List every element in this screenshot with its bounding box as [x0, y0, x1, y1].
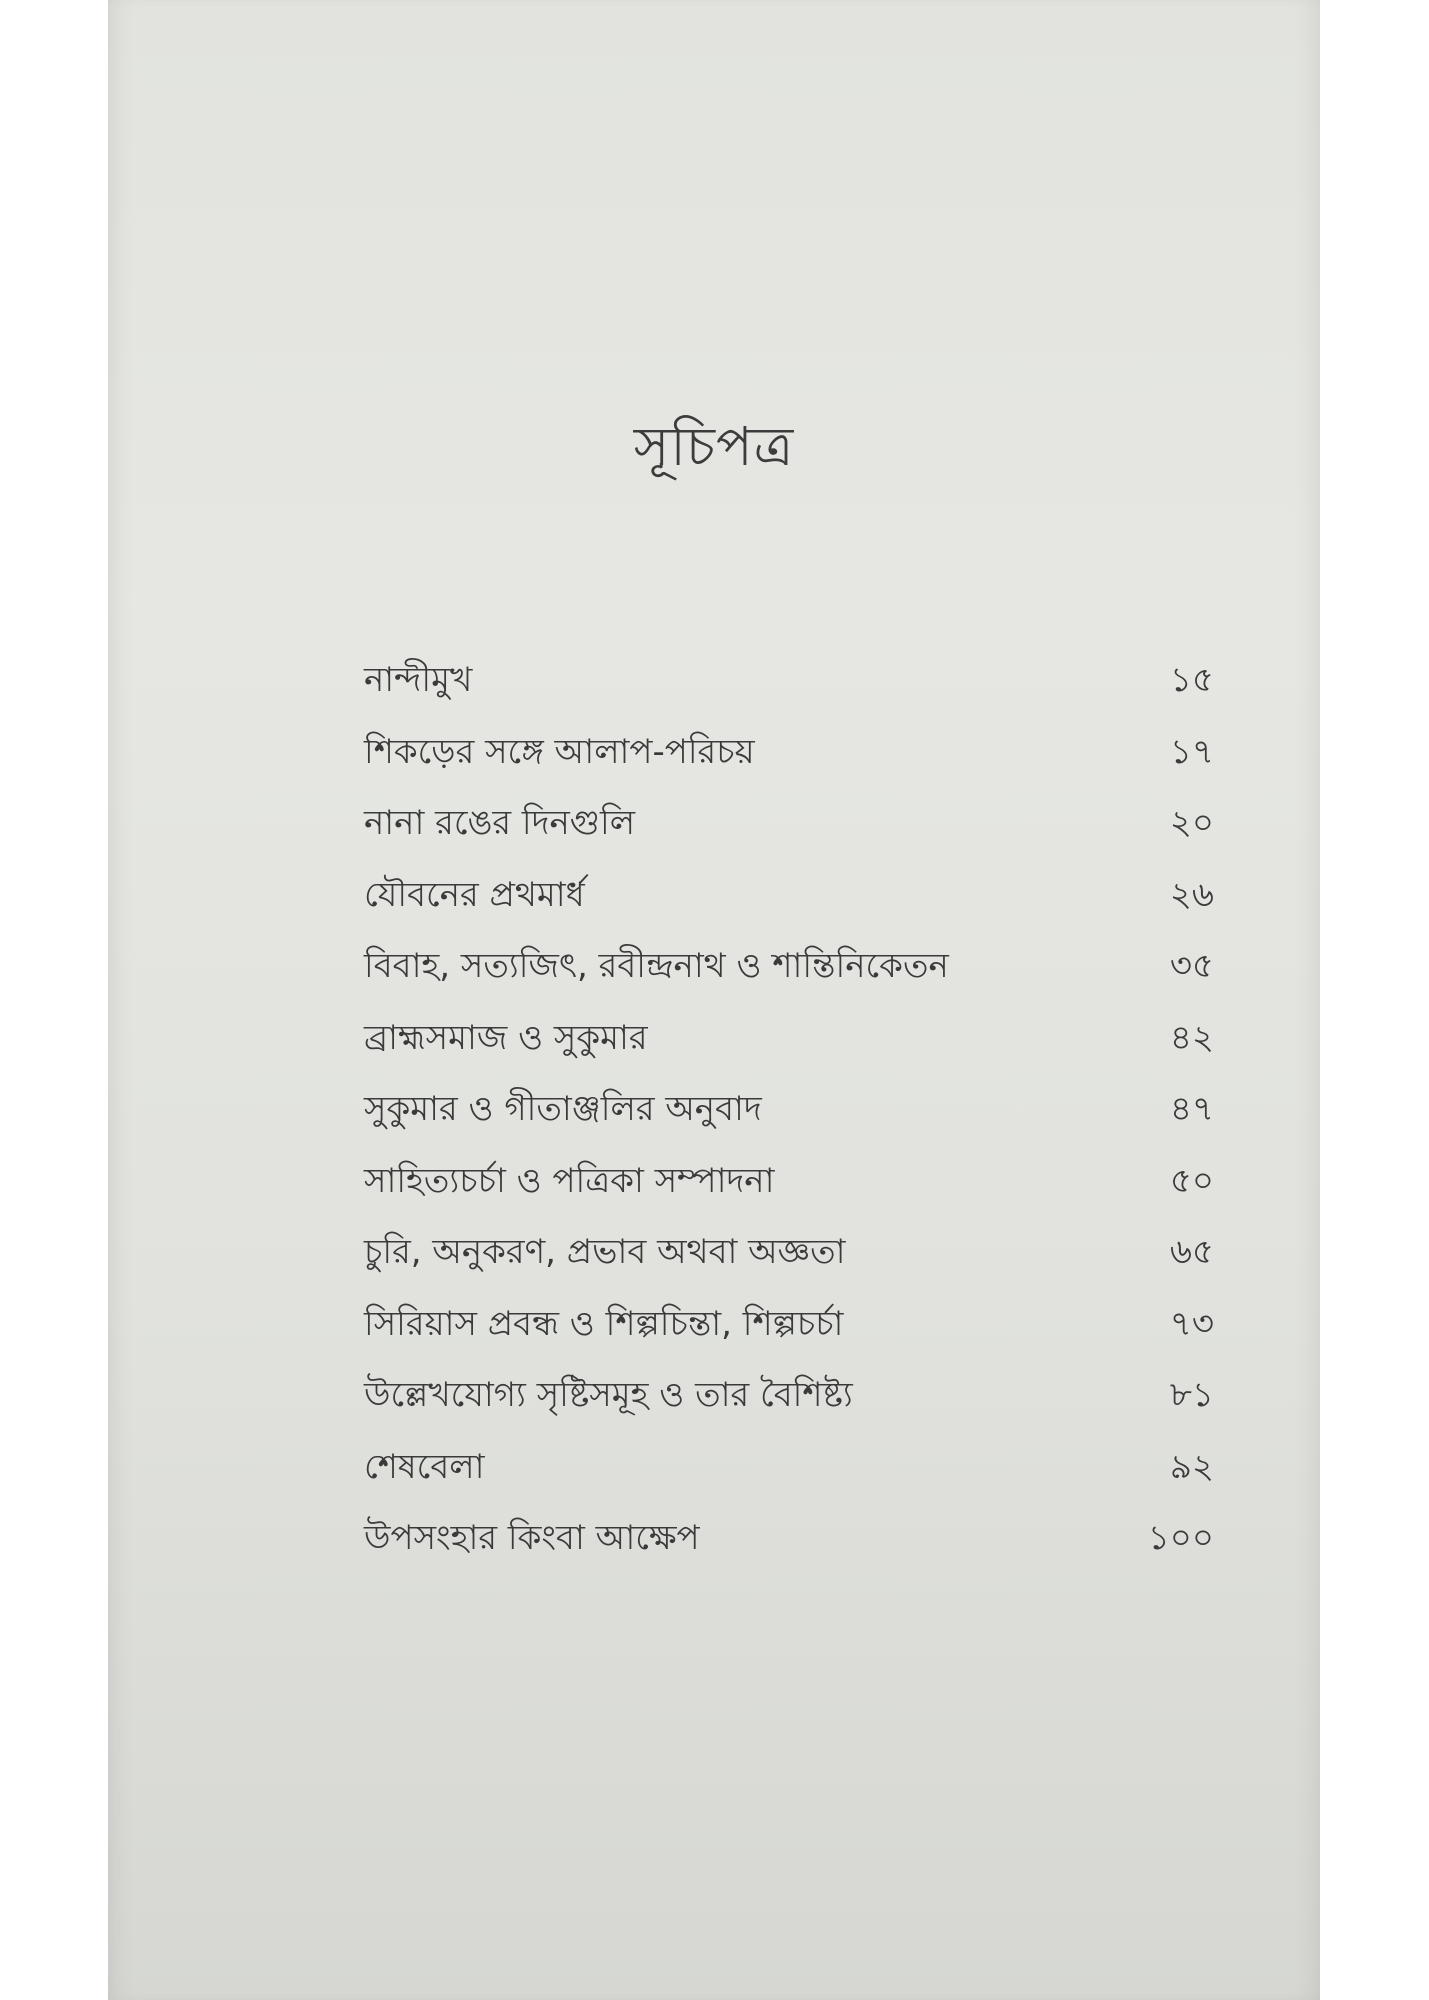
toc-entry: [364, 1294, 1214, 1366]
toc-entry-page: ১৭: [1169, 731, 1214, 772]
toc-entry-page: ২৬: [1169, 874, 1214, 915]
toc-entry: [364, 650, 1214, 722]
toc-entry-page: ২০: [1169, 803, 1214, 843]
toc-entry: [364, 865, 1214, 937]
toc-entry: [364, 793, 1214, 865]
page-title: সূচিপত্র: [633, 415, 795, 478]
toc-entry: [364, 722, 1214, 794]
toc-entry-page: ৭৩: [1169, 1303, 1214, 1344]
toc-entry-title: শেষবেলা: [364, 1446, 485, 1487]
toc-entry: [364, 936, 1214, 1008]
toc-entry-page: ৬৫: [1169, 1232, 1214, 1272]
toc-entry-title: শিকড়ের সঙ্গে আলাপ-পরিচয়: [364, 731, 755, 772]
toc-entry: [364, 1151, 1214, 1223]
toc-entry: [364, 1365, 1214, 1437]
toc-entry: [364, 1008, 1214, 1080]
book-page: [108, 0, 1320, 2000]
toc-entry-title: সিরিয়াস প্রবন্ধ ও শিল্পচিন্তা, শিল্পচর্চা: [364, 1303, 844, 1344]
toc-entry-page: ১০০: [1147, 1518, 1214, 1558]
toc-entry: [364, 1079, 1214, 1151]
toc-entry-title: নান্দীমুখ: [364, 660, 473, 700]
table-of-contents: [364, 650, 1214, 1580]
toc-entry-page: ৫০: [1169, 1160, 1214, 1201]
toc-entry-page: ৪৭: [1169, 1089, 1214, 1129]
toc-entry-title: সুকুমার ও গীতাঞ্জলির অনুবাদ: [364, 1089, 762, 1129]
toc-entry: [364, 1508, 1214, 1580]
toc-entry-title: বিবাহ, সত্যজিৎ, রবীন্দ্রনাথ ও শান্তিনিকেতন: [364, 946, 949, 986]
toc-entry-title: সাহিত্যচর্চা ও পত্রিকা সম্পাদনা: [364, 1160, 775, 1201]
toc-entry-page: ৩৫: [1169, 946, 1214, 986]
toc-entry-title: নানা রঙের দিনগুলি: [364, 803, 636, 843]
toc-entry-page: ৪২: [1169, 1017, 1214, 1058]
toc-entry-title: উপসংহার কিংবা আক্ষেপ: [364, 1518, 700, 1558]
toc-entry-title: যৌবনের প্রথমার্ধ: [364, 874, 585, 915]
toc-entry: [364, 1437, 1214, 1509]
toc-entry-page: ১৫: [1169, 660, 1214, 700]
toc-entry-page: ৮১: [1169, 1375, 1214, 1415]
toc-entry-title: উল্লেখযোগ্য সৃষ্টিসমূহ ও তার বৈশিষ্ট্য: [364, 1375, 853, 1415]
toc-entry-title: ব্রাহ্মসমাজ ও সুকুমার: [364, 1017, 648, 1058]
toc-entry-title: চুরি, অনুকরণ, প্রভাব অথবা অজ্ঞতা: [364, 1232, 846, 1272]
toc-entry-page: ৯২: [1169, 1446, 1214, 1487]
toc-entry: [364, 1222, 1214, 1294]
